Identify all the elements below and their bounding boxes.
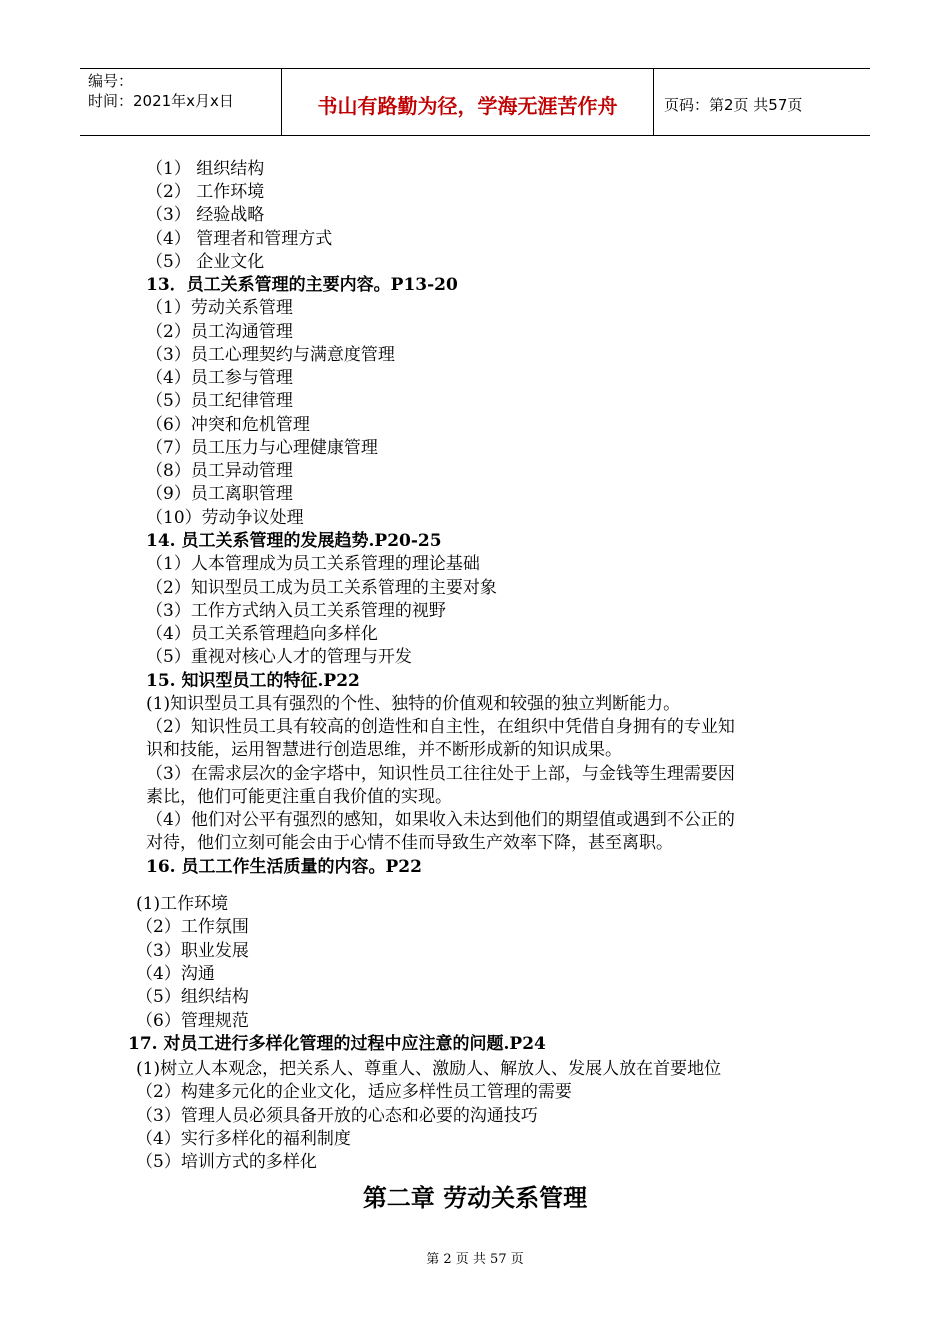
list-item: （8）员工异动管理 — [146, 461, 293, 481]
section-heading: 14. 员工关系管理的发展趋势.P20-25 — [146, 531, 442, 551]
list-item: （1） 组织结构 — [146, 159, 265, 179]
paragraph-line: 识和技能，运用智慧进行创造思维，并不断形成新的知识成果。 — [146, 740, 622, 760]
paragraph-line: （2）知识性员工具有较高的创造性和自主性，在组织中凭借自身拥有的专业知 — [146, 717, 735, 737]
list-item: （2）工作氛围 — [136, 917, 249, 937]
list-item: （4）实行多样化的福利制度 — [136, 1129, 351, 1149]
list-item: （5）重视对核心人才的管理与开发 — [146, 647, 412, 667]
list-item: （3） 经验战略 — [146, 205, 265, 225]
paragraph-line: （3）在需求层次的金字塔中，知识性员工往往处于上部，与金钱等生理需要因 — [146, 764, 735, 784]
section-heading: 16. 员工工作生活质量的内容。P22 — [146, 857, 422, 877]
header-page-info: 页码：第2页 共57页 — [664, 95, 803, 114]
paragraph-line: 对待，他们立刻可能会由于心情不佳而导致生产效率下降，甚至离职。 — [146, 833, 673, 853]
list-item: （6）冲突和危机管理 — [146, 415, 310, 435]
time-label: 时间：2021年x月x日 — [88, 92, 234, 110]
list-item: （6）管理规范 — [136, 1011, 249, 1031]
number-label: 编号： — [88, 72, 134, 90]
list-item: （4） 管理者和管理方式 — [146, 229, 333, 249]
list-item: （4）沟通 — [136, 964, 215, 984]
list-item: （10）劳动争议处理 — [146, 508, 304, 528]
list-item: （9）员工离职管理 — [146, 484, 293, 504]
list-item: （5）培训方式的多样化 — [136, 1152, 317, 1172]
header-motto: 书山有路勤为径，学海无涯苦作舟 — [282, 69, 654, 135]
list-item: (1)树立人本观念，把关系人、尊重人、激励人、解放人、发展人放在首要地位 — [136, 1059, 722, 1079]
list-item: (1)工作环境 — [136, 894, 229, 914]
list-item: （1）劳动关系管理 — [146, 298, 293, 318]
list-item: （2） 工作环境 — [146, 182, 265, 202]
section-heading: 17. 对员工进行多样化管理的过程中应注意的问题.P24 — [128, 1034, 546, 1054]
list-item: （1）人本管理成为员工关系管理的理论基础 — [146, 554, 480, 574]
page-footer: 第 2 页 共 57 页 — [426, 1252, 524, 1267]
list-item: （2）员工沟通管理 — [146, 322, 293, 342]
list-item: （4）员工关系管理趋向多样化 — [146, 624, 378, 644]
list-item: （7）员工压力与心理健康管理 — [146, 438, 378, 458]
list-item: （4）员工参与管理 — [146, 368, 293, 388]
list-item: （5）员工纪律管理 — [146, 391, 293, 411]
section-heading: 15. 知识型员工的特征.P22 — [146, 671, 360, 691]
list-item: （2）知识型员工成为员工关系管理的主要对象 — [146, 578, 497, 598]
list-item: （5） 企业文化 — [146, 252, 265, 272]
header-info-cell — [80, 69, 282, 135]
list-item: （2）构建多元化的企业文化，适应多样性员工管理的需要 — [136, 1082, 572, 1102]
chapter-title: 第二章 劳动关系管理 — [362, 1184, 588, 1212]
list-item: （3）职业发展 — [136, 941, 249, 961]
paragraph-line: 素比，他们可能更注重自我价值的实现。 — [146, 787, 452, 807]
page-header — [80, 68, 870, 136]
paragraph-line: (1)知识型员工具有强烈的个性、独特的价值观和较强的独立判断能力。 — [146, 694, 681, 714]
list-item: （3）员工心理契约与满意度管理 — [146, 345, 395, 365]
paragraph-line: （4）他们对公平有强烈的感知，如果收入未达到他们的期望值或遇到不公正的 — [146, 810, 735, 830]
list-item: （3）管理人员必须具备开放的心态和必要的沟通技巧 — [136, 1106, 538, 1126]
list-item: （3）工作方式纳入员工关系管理的视野 — [146, 601, 446, 621]
list-item: （5）组织结构 — [136, 987, 249, 1007]
section-heading: 13．员工关系管理的主要内容。P13-20 — [146, 275, 458, 295]
